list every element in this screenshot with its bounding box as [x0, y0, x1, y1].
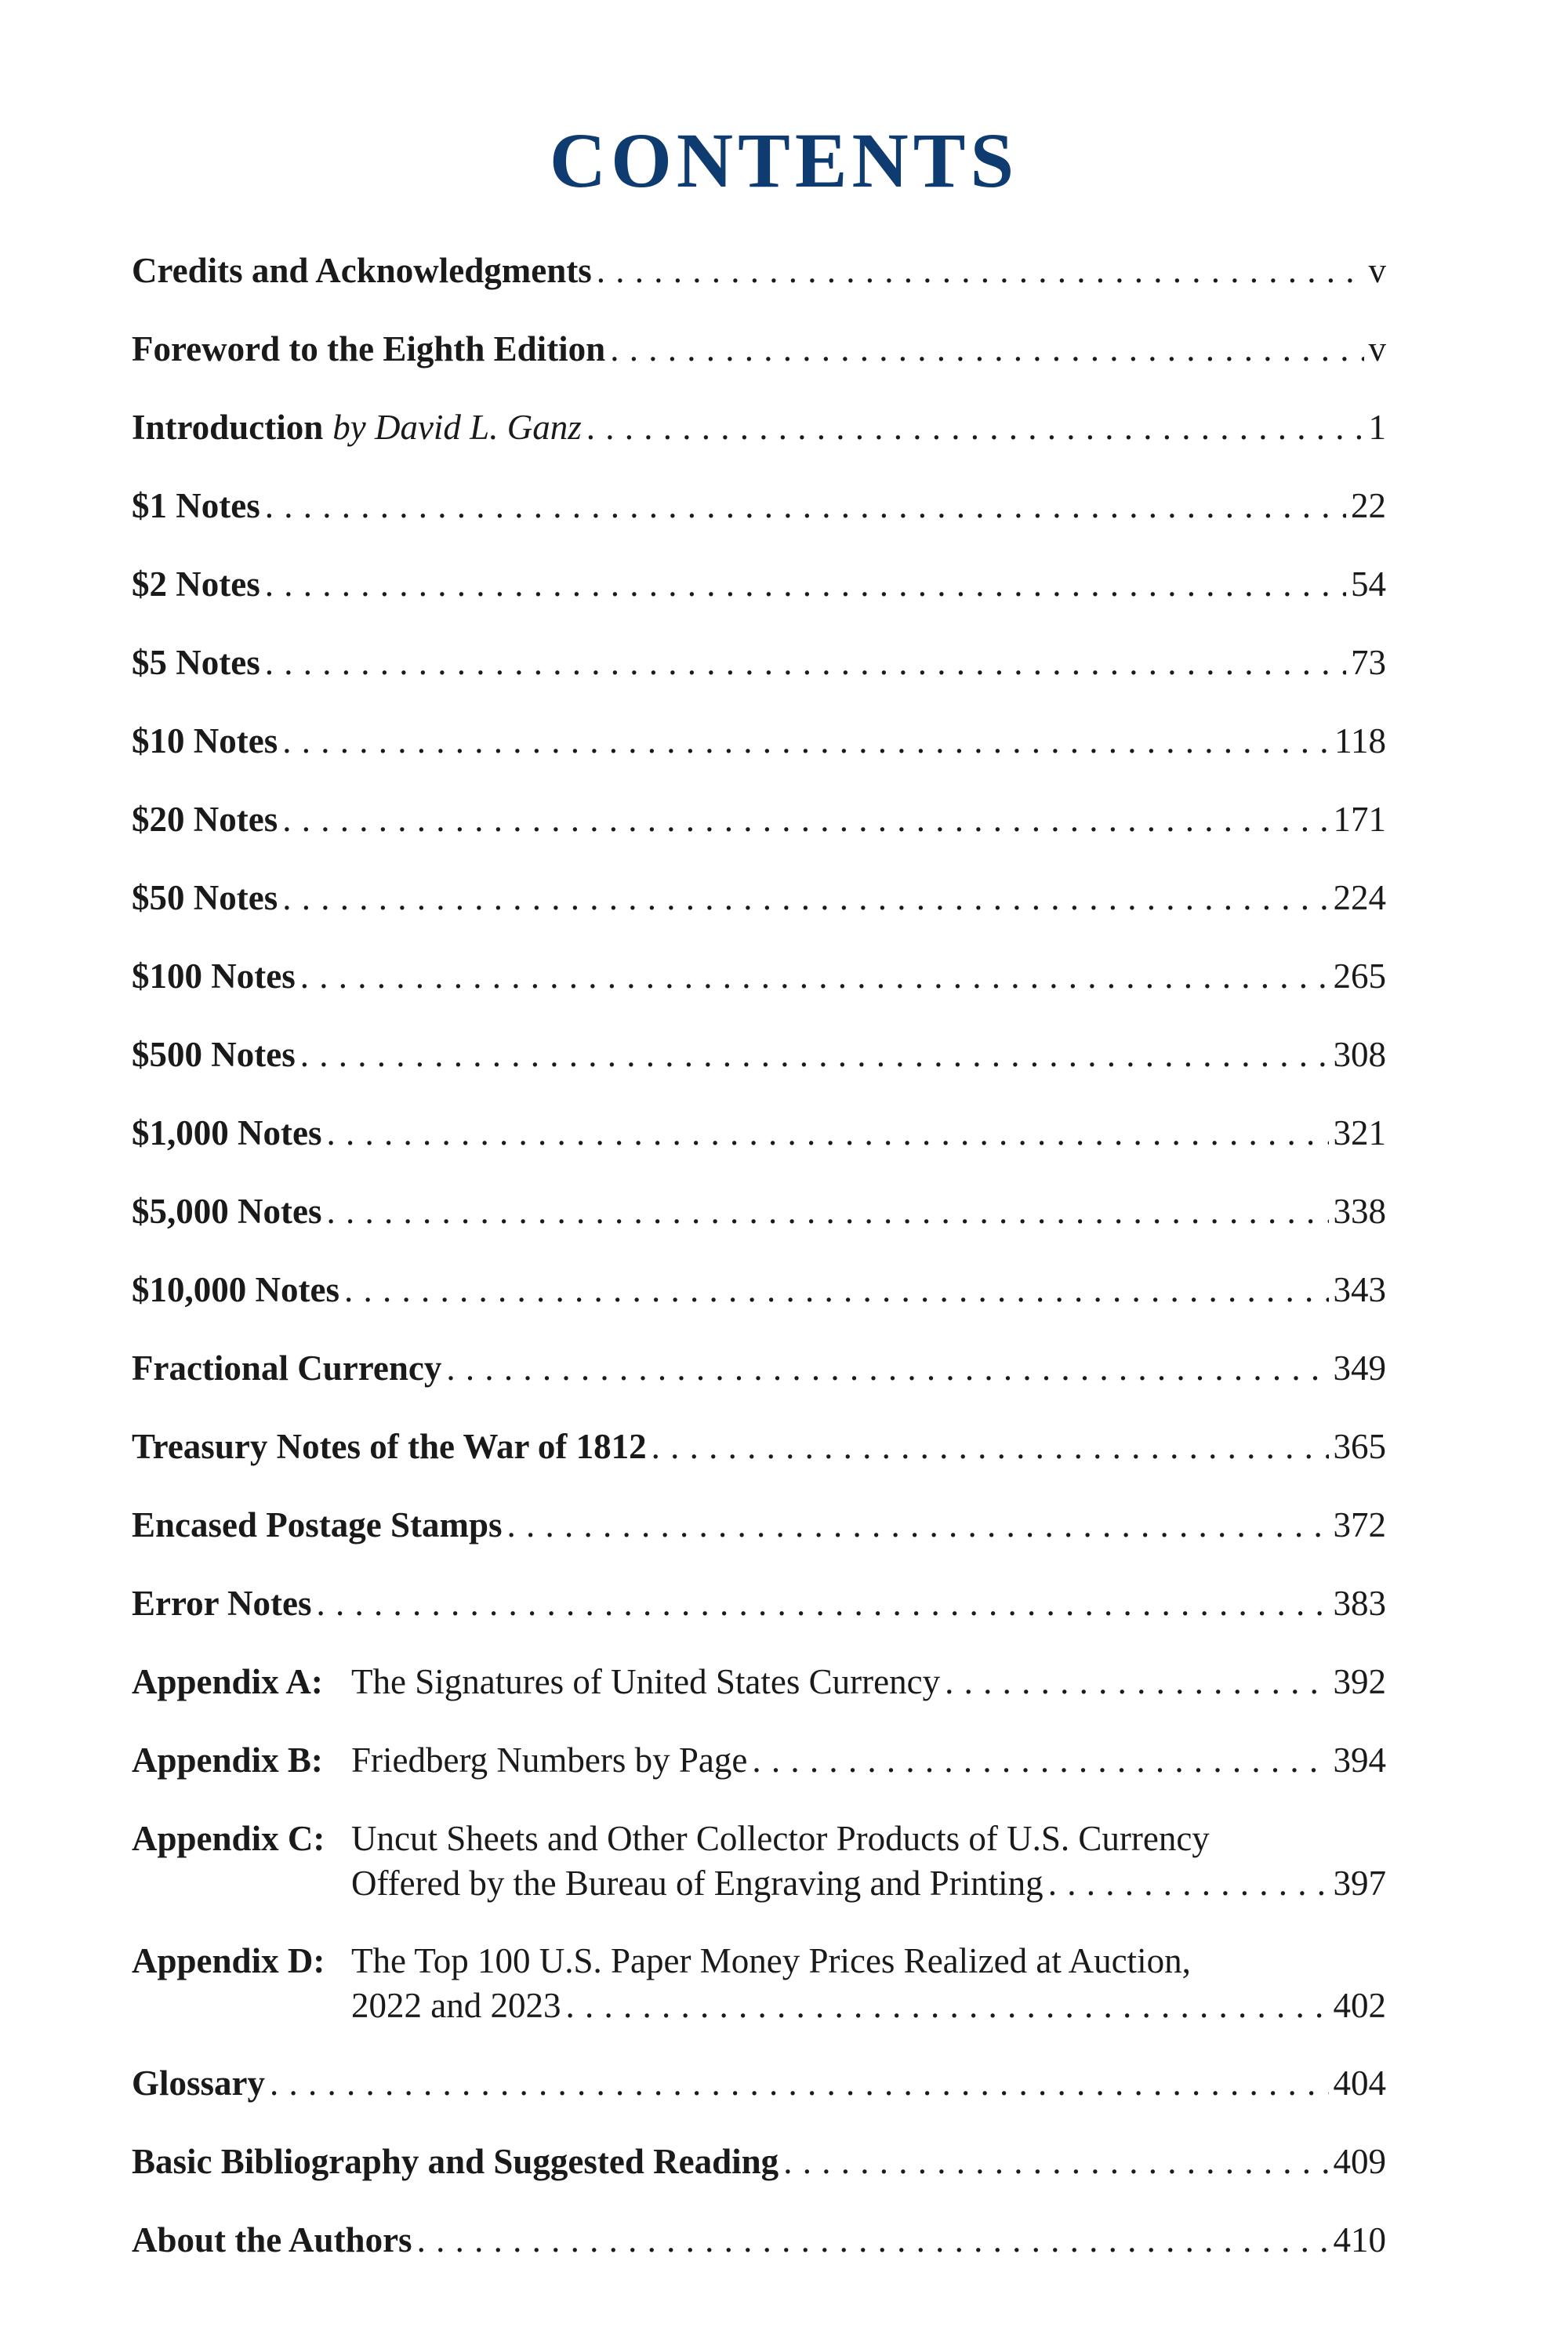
- toc-page-number: 224: [1333, 878, 1386, 917]
- toc-entry-label: About the Authors: [132, 2220, 412, 2259]
- toc-entry-foreword[interactable]: [132, 314, 1386, 392]
- toc-entry-appendix-d[interactable]: [132, 1926, 1386, 2048]
- dot-leader: [503, 1501, 1329, 1548]
- toc-entry-label: $10 Notes: [132, 721, 278, 760]
- toc-page-number: 171: [1333, 800, 1386, 839]
- toc-appendix-label: Appendix A:: [132, 1662, 323, 1701]
- toc-entry-encased-postage-stamps[interactable]: [132, 1490, 1386, 1568]
- toc-page-number: 392: [1333, 1662, 1386, 1701]
- toc-page-number: 394: [1333, 1740, 1386, 1780]
- toc-entry-10000-notes[interactable]: [132, 1254, 1386, 1333]
- toc-entry-label: $20 Notes: [132, 800, 278, 839]
- toc-entry-5-notes[interactable]: [132, 627, 1386, 706]
- toc-entry-5000-notes[interactable]: [132, 1176, 1386, 1254]
- dot-leader: [260, 639, 1346, 686]
- toc-entry-error-notes[interactable]: [132, 1568, 1386, 1646]
- toc-appendix-label: Appendix C:: [132, 1819, 325, 1858]
- dot-leader: [647, 1423, 1329, 1470]
- toc-page-number: 73: [1351, 643, 1386, 682]
- dot-leader: [296, 1031, 1329, 1078]
- toc-entry-100-notes[interactable]: [132, 941, 1386, 1019]
- dot-leader: [412, 2216, 1329, 2263]
- toc-page-number: 54: [1351, 564, 1386, 604]
- dot-leader: [592, 247, 1364, 294]
- toc-entry-appendix-c[interactable]: [132, 1803, 1386, 1926]
- toc-page-number: 409: [1333, 2142, 1386, 2181]
- dot-leader: [582, 404, 1364, 451]
- dot-leader: [339, 1266, 1329, 1313]
- toc-entry-label: $50 Notes: [132, 878, 278, 917]
- dot-leader: [278, 796, 1328, 843]
- toc-page-number: 383: [1333, 1584, 1386, 1623]
- toc-entry-label: Basic Bibliography and Suggested Reading: [132, 2142, 779, 2181]
- dot-leader: [278, 717, 1330, 764]
- toc-entry-appendix-a[interactable]: [132, 1646, 1386, 1725]
- page-title: CONTENTS: [549, 117, 1019, 204]
- toc-entry-credits[interactable]: [132, 235, 1386, 314]
- toc-page-number: 410: [1333, 2220, 1386, 2259]
- dot-leader: [321, 1188, 1328, 1235]
- toc-appendix-title-continued: Offered by the Bureau of Engraving and Printing: [351, 1864, 1044, 1903]
- dot-leader: [1044, 1860, 1329, 1907]
- toc-entry-2-notes[interactable]: [132, 549, 1386, 627]
- toc-entry-label: Treasury Notes of the War of 1812: [132, 1427, 647, 1466]
- toc-entry-50-notes[interactable]: [132, 862, 1386, 941]
- dot-leader: [278, 874, 1328, 921]
- toc-entry-label: $100 Notes: [132, 956, 296, 996]
- dot-leader: [312, 1580, 1329, 1627]
- toc-page-number: 321: [1333, 1113, 1386, 1152]
- toc-page-number: 372: [1333, 1505, 1386, 1544]
- toc-appendix-title: Uncut Sheets and Other Collector Products of U.S. Currency: [351, 1819, 1210, 1858]
- toc-entry-label: Foreword to the Eighth Edition: [132, 329, 606, 368]
- toc-appendix-title-continued: 2022 and 2023: [351, 1986, 561, 2025]
- toc-entry-label: Introduction: [132, 408, 324, 447]
- toc-page-number: 338: [1333, 1192, 1386, 1231]
- dot-leader: [605, 325, 1363, 372]
- dot-leader: [779, 2138, 1328, 2185]
- dot-leader: [260, 561, 1346, 608]
- dot-leader: [441, 1345, 1328, 1392]
- toc-entry-about-the-authors[interactable]: [132, 2205, 1386, 2283]
- toc-entry-label: $10,000 Notes: [132, 1270, 339, 1309]
- toc-appendix-title: The Top 100 U.S. Paper Money Prices Realized at Auction,: [351, 1941, 1191, 1980]
- toc-entry-label: Glossary: [132, 2063, 266, 2103]
- toc-entry-fractional-currency[interactable]: [132, 1333, 1386, 1411]
- toc-page-number: 349: [1333, 1348, 1386, 1388]
- dot-leader: [260, 482, 1346, 529]
- dot-leader: [321, 1109, 1328, 1156]
- toc-entry-1-notes[interactable]: [132, 470, 1386, 549]
- toc-page-number: 397: [1333, 1864, 1386, 1903]
- dot-leader: [747, 1737, 1328, 1784]
- toc-page-number: 1: [1368, 408, 1386, 447]
- toc-page-number: 343: [1333, 1270, 1386, 1309]
- toc-page-number: 402: [1333, 1986, 1386, 2025]
- toc-entry-label: $5,000 Notes: [132, 1192, 322, 1231]
- toc-entry-treasury-notes[interactable]: [132, 1411, 1386, 1490]
- toc-entry-20-notes[interactable]: [132, 784, 1386, 862]
- toc-entry-appendix-b[interactable]: [132, 1725, 1386, 1803]
- toc-appendix-label: Appendix D:: [132, 1941, 325, 1980]
- toc-entry-1000-notes[interactable]: [132, 1098, 1386, 1176]
- table-of-contents: [132, 235, 1386, 2283]
- toc-entry-introduction[interactable]: [132, 392, 1386, 470]
- toc-entry-byline: by David L. Ganz: [332, 408, 582, 447]
- toc-page-number: 22: [1351, 486, 1386, 525]
- toc-appendix-title: The Signatures of United States Currency: [351, 1662, 941, 1701]
- toc-entry-label: $5 Notes: [132, 643, 260, 682]
- toc-page-number: 308: [1333, 1035, 1386, 1074]
- toc-page-number: v: [1368, 329, 1386, 368]
- dot-leader: [561, 1982, 1328, 2029]
- toc-page-number: 404: [1333, 2063, 1386, 2103]
- toc-appendix-label: Appendix B:: [132, 1740, 323, 1780]
- toc-entry-bibliography[interactable]: [132, 2126, 1386, 2205]
- toc-appendix-title: Friedberg Numbers by Page: [351, 1740, 748, 1780]
- toc-page-number: 118: [1334, 721, 1386, 760]
- toc-entry-label: Error Notes: [132, 1584, 312, 1623]
- toc-page-number: 265: [1333, 956, 1386, 996]
- toc-entry-label: $500 Notes: [132, 1035, 296, 1074]
- dot-leader: [265, 2060, 1328, 2107]
- toc-entry-label: $1,000 Notes: [132, 1113, 322, 1152]
- toc-entry-label: Encased Postage Stamps: [132, 1505, 503, 1544]
- toc-page-number: v: [1368, 251, 1386, 290]
- dot-leader: [940, 1658, 1328, 1705]
- toc-entry-label: Fractional Currency: [132, 1348, 442, 1388]
- toc-entry-glossary[interactable]: [132, 2048, 1386, 2126]
- toc-entry-label: $1 Notes: [132, 486, 260, 525]
- toc-entry-label: $2 Notes: [132, 564, 260, 604]
- toc-entry-label: Credits and Acknowledgments: [132, 251, 592, 290]
- toc-entry-500-notes[interactable]: [132, 1019, 1386, 1098]
- dot-leader: [296, 953, 1329, 1000]
- toc-entry-10-notes[interactable]: [132, 706, 1386, 784]
- toc-page-number: 365: [1333, 1427, 1386, 1466]
